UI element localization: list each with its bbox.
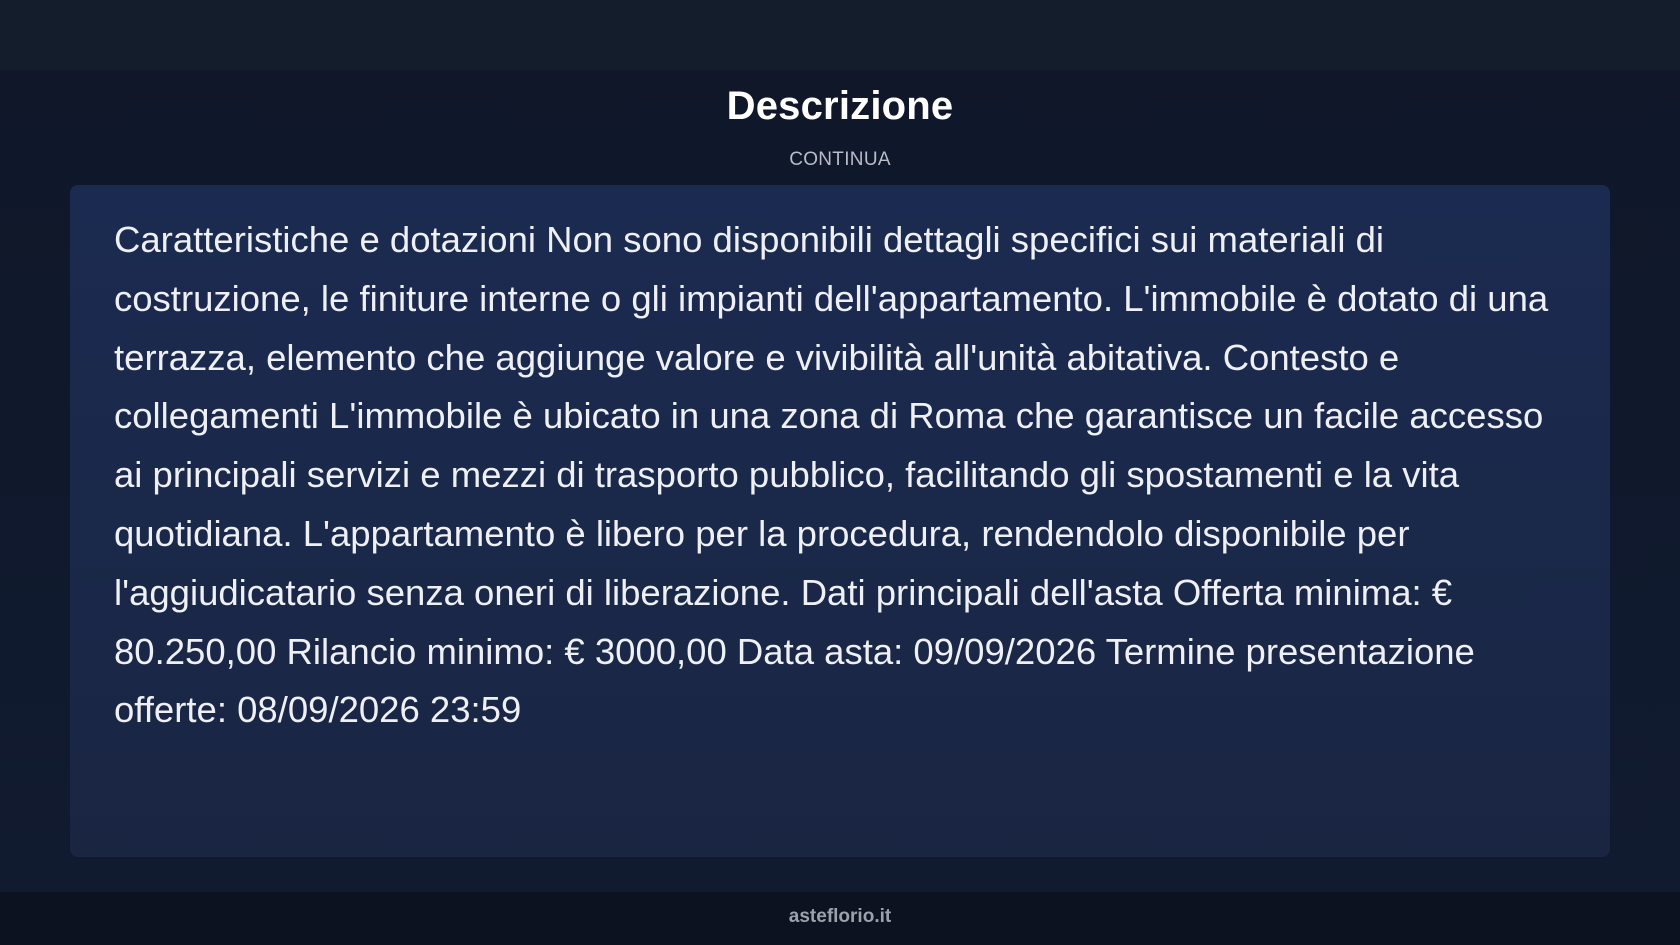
- continua-label: CONTINUA: [789, 149, 891, 170]
- description-card: [70, 185, 1610, 857]
- top-band: [0, 0, 1680, 70]
- section-header: [0, 78, 1680, 171]
- site-name: asteflorio.it: [788, 906, 892, 927]
- footer: [0, 892, 1680, 945]
- page-title: Descrizione: [726, 84, 954, 128]
- description-text: Caratteristiche e dotazioni Non sono disponibili dettagli specifici sui materiali di costruzione, le finiture interne o gli impianti dell'appartamento. L'immobile è dotato di una terrazza, elemento che aggiunge valore e vivibilità all'unità abitativa. Contesto e collegamenti L'immobile è ubicato in una zona di Roma che garantisce un facile accesso ai principali servizi e mezzi di trasporto pubblico, facilitando gli spostamenti e la vita quotidiana. L'appartamento è libero per la procedura, rendendolo disponibile per l'aggiudicatario senza oneri di liberazione. Dati principali dell'asta Offerta minima: € 80.250,00 Rilancio minimo: € 3000,00 Data asta: 09/09/2026 Termine presentazione offerte: 08/09/2026 23:59: [114, 219, 1549, 731]
